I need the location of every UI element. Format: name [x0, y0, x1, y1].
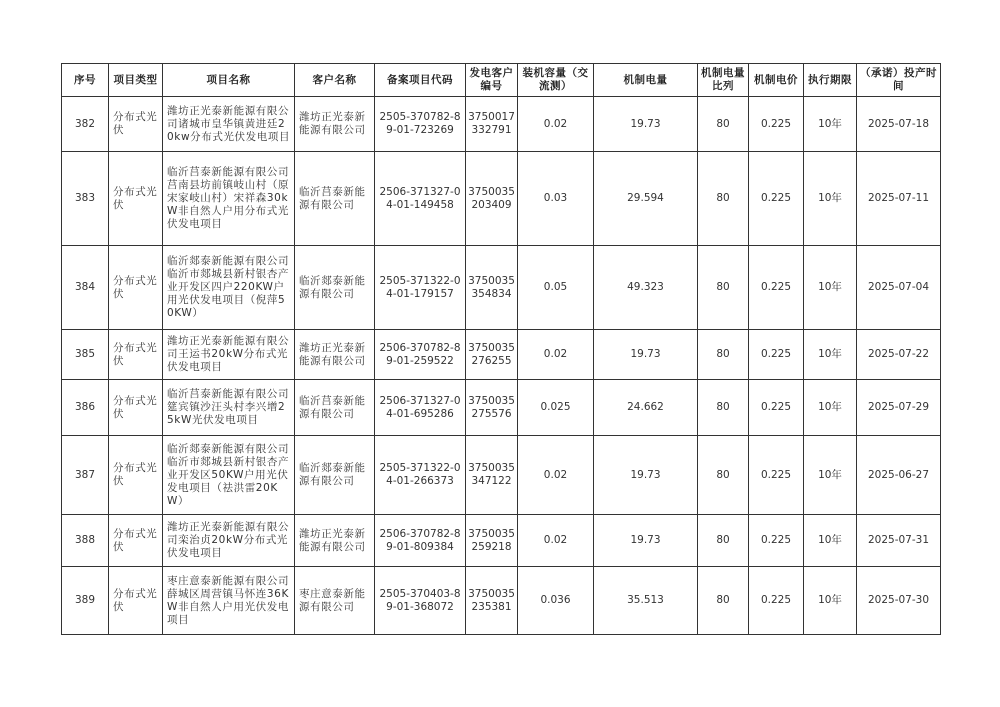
customer-name-cell: 潍坊正光泰新能源有限公司: [295, 330, 375, 380]
customer-name-cell: 临沂莒泰新能源有限公司: [295, 380, 375, 436]
customer-number-cell: 3750035354834: [466, 246, 518, 330]
customer-number-cell: 3750035259218: [466, 515, 518, 567]
project-type-cell: 分布式光伏: [109, 567, 163, 635]
filing-code-cell: 2506-370782-89-01-809384: [375, 515, 466, 567]
header-cell: （承诺）投产时间: [857, 64, 941, 97]
mechanism-energy-cell: 29.594: [594, 152, 698, 246]
filing-code-cell: 2505-371322-04-01-266373: [375, 436, 466, 515]
execution-term-cell: 10年: [804, 515, 857, 567]
commissioning-date-cell: 2025-07-31: [857, 515, 941, 567]
mechanism-energy-cell: 49.323: [594, 246, 698, 330]
header-cell: 序号: [62, 64, 109, 97]
mechanism-price-cell: 0.225: [749, 330, 804, 380]
commissioning-date-cell: 2025-07-11: [857, 152, 941, 246]
customer-name-cell: 枣庄意泰新能源有限公司: [295, 567, 375, 635]
filing-code-cell: 2506-371327-04-01-695286: [375, 380, 466, 436]
header-cell: 机制电价: [749, 64, 804, 97]
project-name-cell: 潍坊正光泰新能源有限公司诸城市皇华镇黄进廷20kw分布式光伏发电项目: [163, 97, 295, 152]
mechanism-energy-cell: 24.662: [594, 380, 698, 436]
customer-number-cell: 3750017332791: [466, 97, 518, 152]
energy-ratio-cell: 80: [698, 436, 749, 515]
execution-term-cell: 10年: [804, 246, 857, 330]
header-cell: 发电客户编号: [466, 64, 518, 97]
filing-code-cell: 2505-370782-89-01-723269: [375, 97, 466, 152]
mechanism-energy-cell: 19.73: [594, 436, 698, 515]
project-name-cell: 潍坊正光泰新能源有限公司王运书20kW分布式光伏发电项目: [163, 330, 295, 380]
header-cell: 装机容量（交流测）: [518, 64, 594, 97]
installed-capacity-cell: 0.02: [518, 330, 594, 380]
project-name-cell: 临沂莒泰新能源有限公司莒南县坊前镇岐山村（原宋家岐山村）宋祥森30kW非自然人户用分布式光伏发电项目: [163, 152, 295, 246]
customer-name-cell: 潍坊正光泰新能源有限公司: [295, 97, 375, 152]
installed-capacity-cell: 0.02: [518, 97, 594, 152]
table-row: [62, 515, 941, 567]
filing-code-cell: 2506-370782-89-01-259522: [375, 330, 466, 380]
mechanism-price-cell: 0.225: [749, 246, 804, 330]
table-row: [62, 152, 941, 246]
table-row: [62, 330, 941, 380]
energy-ratio-cell: 80: [698, 97, 749, 152]
execution-term-cell: 10年: [804, 436, 857, 515]
header-cell: 项目名称: [163, 64, 295, 97]
project-type-cell: 分布式光伏: [109, 246, 163, 330]
filing-code-cell: 2506-371327-04-01-149458: [375, 152, 466, 246]
project-type-cell: 分布式光伏: [109, 515, 163, 567]
energy-ratio-cell: 80: [698, 380, 749, 436]
table-row: [62, 246, 941, 330]
customer-number-cell: 3750035275576: [466, 380, 518, 436]
customer-number-cell: 3750035235381: [466, 567, 518, 635]
row-number-cell: 382: [62, 97, 109, 152]
project-type-cell: 分布式光伏: [109, 330, 163, 380]
customer-number-cell: 3750035203409: [466, 152, 518, 246]
commissioning-date-cell: 2025-07-04: [857, 246, 941, 330]
header-row: [62, 64, 941, 97]
energy-ratio-cell: 80: [698, 152, 749, 246]
filing-code-cell: 2505-370403-89-01-368072: [375, 567, 466, 635]
commissioning-date-cell: 2025-06-27: [857, 436, 941, 515]
header-cell: 机制电量: [594, 64, 698, 97]
installed-capacity-cell: 0.05: [518, 246, 594, 330]
execution-term-cell: 10年: [804, 152, 857, 246]
commissioning-date-cell: 2025-07-18: [857, 97, 941, 152]
header-cell: 执行期限: [804, 64, 857, 97]
row-number-cell: 387: [62, 436, 109, 515]
project-name-cell: 临沂郯泰新能源有限公司临沂市郯城县新村银杏产业开发区50KW户用光伏发电项目（祛洪雷20KW）: [163, 436, 295, 515]
row-number-cell: 386: [62, 380, 109, 436]
commissioning-date-cell: 2025-07-22: [857, 330, 941, 380]
energy-ratio-cell: 80: [698, 567, 749, 635]
installed-capacity-cell: 0.02: [518, 515, 594, 567]
project-type-cell: 分布式光伏: [109, 436, 163, 515]
execution-term-cell: 10年: [804, 330, 857, 380]
energy-ratio-cell: 80: [698, 246, 749, 330]
header-cell: 机制电量比列: [698, 64, 749, 97]
mechanism-price-cell: 0.225: [749, 152, 804, 246]
table-row: [62, 380, 941, 436]
execution-term-cell: 10年: [804, 380, 857, 436]
header-cell: 客户名称: [295, 64, 375, 97]
customer-number-cell: 3750035276255: [466, 330, 518, 380]
mechanism-energy-cell: 19.73: [594, 515, 698, 567]
commissioning-date-cell: 2025-07-30: [857, 567, 941, 635]
customer-name-cell: 临沂郯泰新能源有限公司: [295, 246, 375, 330]
installed-capacity-cell: 0.03: [518, 152, 594, 246]
mechanism-energy-cell: 19.73: [594, 97, 698, 152]
row-number-cell: 389: [62, 567, 109, 635]
header-cell: 项目类型: [109, 64, 163, 97]
mechanism-price-cell: 0.225: [749, 515, 804, 567]
project-type-cell: 分布式光伏: [109, 380, 163, 436]
mechanism-price-cell: 0.225: [749, 567, 804, 635]
table-row: [62, 567, 941, 635]
project-name-cell: 临沂郯泰新能源有限公司临沂市郯城县新村银杏产业开发区四户220KW户用光伏发电项目（倪萍50KW）: [163, 246, 295, 330]
row-number-cell: 384: [62, 246, 109, 330]
row-number-cell: 383: [62, 152, 109, 246]
customer-name-cell: 临沂郯泰新能源有限公司: [295, 436, 375, 515]
mechanism-energy-cell: 35.513: [594, 567, 698, 635]
header-cell: 备案项目代码: [375, 64, 466, 97]
execution-term-cell: 10年: [804, 97, 857, 152]
customer-name-cell: 临沂莒泰新能源有限公司: [295, 152, 375, 246]
execution-term-cell: 10年: [804, 567, 857, 635]
project-type-cell: 分布式光伏: [109, 97, 163, 152]
project-name-cell: 枣庄意泰新能源有限公司薛城区周营镇马怀连36KW非自然人户用光伏发电项目: [163, 567, 295, 635]
customer-number-cell: 3750035347122: [466, 436, 518, 515]
project-table: [61, 63, 941, 635]
row-number-cell: 388: [62, 515, 109, 567]
commissioning-date-cell: 2025-07-29: [857, 380, 941, 436]
mechanism-price-cell: 0.225: [749, 380, 804, 436]
project-name-cell: 潍坊正光泰新能源有限公司栾治贞20kW分布式光伏发电项目: [163, 515, 295, 567]
installed-capacity-cell: 0.02: [518, 436, 594, 515]
table-row: [62, 97, 941, 152]
installed-capacity-cell: 0.025: [518, 380, 594, 436]
energy-ratio-cell: 80: [698, 515, 749, 567]
table-row: [62, 436, 941, 515]
filing-code-cell: 2505-371322-04-01-179157: [375, 246, 466, 330]
energy-ratio-cell: 80: [698, 330, 749, 380]
mechanism-price-cell: 0.225: [749, 97, 804, 152]
project-type-cell: 分布式光伏: [109, 152, 163, 246]
project-name-cell: 临沂莒泰新能源有限公司筵宾镇沙汪头村李兴增25kW光伏发电项目: [163, 380, 295, 436]
customer-name-cell: 潍坊正光泰新能源有限公司: [295, 515, 375, 567]
installed-capacity-cell: 0.036: [518, 567, 594, 635]
mechanism-energy-cell: 19.73: [594, 330, 698, 380]
row-number-cell: 385: [62, 330, 109, 380]
mechanism-price-cell: 0.225: [749, 436, 804, 515]
